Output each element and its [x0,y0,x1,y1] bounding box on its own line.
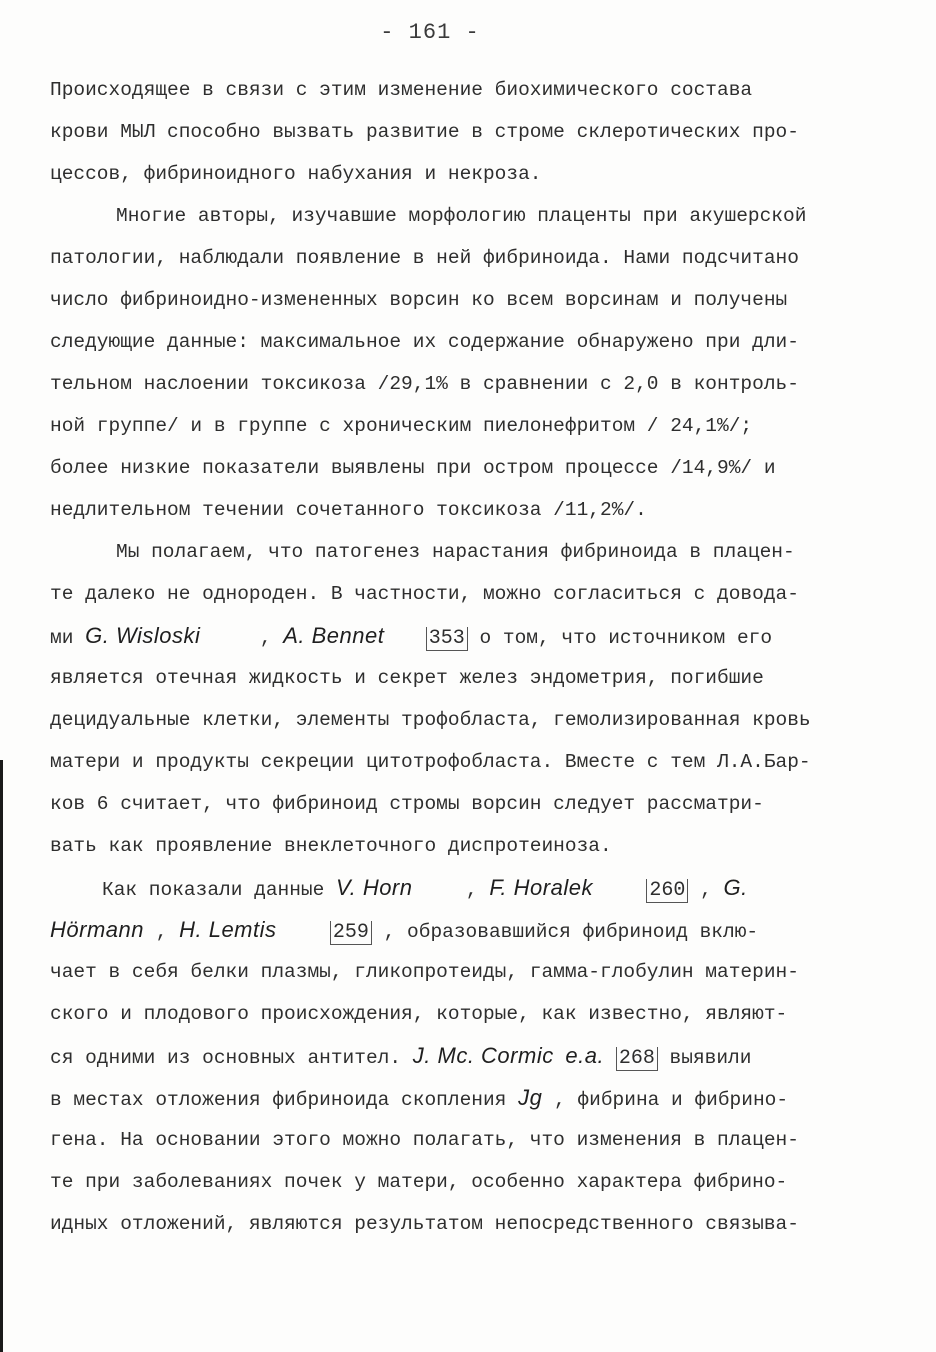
text-line: вать как проявление внеклеточного диспротеиноза. [50,835,612,857]
line-text: , [259,627,272,649]
text-line: является отечная жидкость и секрет желез эндометрия, погибшие [50,667,764,689]
reference-number: 259 [330,921,372,945]
author-citation: H. Lemtis [179,917,277,942]
author-citation: J. Mc. Cormic [412,1043,554,1068]
text-line: гена. На основании этого можно полагать, что изменения в плацен- [50,1129,799,1151]
text-line: более низкие показатели выявлены при остром процессе /14,9%/ и [50,457,776,479]
text-line: ского и плодового происхождения, которые, как известно, являют- [50,1003,788,1025]
reference-number: 353 [426,627,468,651]
text-line: тельном наслоении токсикоза /29,1% в сравнении с 2,0 в контроль- [50,373,799,395]
text-line [102,874,880,904]
text-line: те при заболеваниях почек у матери, особенно характера фибрино- [50,1171,788,1193]
text-line: крови МЫЛ способно вызвать развитие в строме склеротических про- [50,121,799,143]
text-line: недлительном течении сочетанного токсикоза /11,2%/. [50,499,647,521]
text-line: цессов, фибриноидного набухания и некроза. [50,163,542,185]
author-citation: G. Wisloski [85,623,201,648]
text-line: число фибриноидно-измененных ворсин ко всем ворсинам и получены [50,289,788,311]
line-text: , [155,921,168,943]
text-line: Мы полагаем, что патогенез нарастания фибриноида в плацен- [116,541,795,563]
line-text: , фибрина и фибрино- [554,1089,789,1111]
text-line [50,916,880,946]
text-line: идных отложений, являются результатом непосредственного связыва- [50,1213,799,1235]
line-text: Как показали данные [102,879,325,901]
text-line: патологии, наблюдали появление в ней фибриноида. Нами подсчитано [50,247,799,269]
text-line: децидуальные клетки, элементы трофобласта, гемолизированная кровь [50,709,811,731]
text-line: те далеко не однороден. В частности, можно согласиться с довода- [50,583,799,605]
text-line: Происходящее в связи с этим изменение биохимического состава [50,79,753,101]
line-text: ся одними из основных антител. [50,1047,402,1069]
line-text: выявили [669,1047,752,1069]
author-citation: e.a. [565,1043,605,1068]
line-text: , [465,879,478,901]
scan-edge-shadow [0,760,3,1352]
line-text: ми [50,627,74,649]
text-line: Многие авторы, изучавшие морфологию плаценты при акушерской [116,205,807,227]
reference-number: 268 [616,1047,658,1071]
author-citation: Hörmann [50,917,144,942]
author-citation: F. Horalek [489,875,593,900]
author-citation: V. Horn [336,875,413,900]
line-text: о том, что источником его [479,627,773,649]
text-line [50,1042,880,1072]
line-text: в местах отложения фибриноида скопления [50,1089,507,1111]
text-line: ной группе/ и в группе с хроническим пиелонефритом / 24,1%/; [50,415,753,437]
text-line [50,622,880,652]
page-number: - 161 - [380,20,480,45]
author-citation: G. [723,875,748,900]
line-text: , образовавшийся фибриноид вклю- [383,921,759,943]
author-citation: A. Bennet [283,623,385,648]
text-line: ков 6 считает, что фибриноид стромы ворсин следует рассматри- [50,793,764,815]
line-text: , [700,879,712,901]
text-line: следующие данные: максимальное их содержание обнаружено при дли- [50,331,799,353]
immunoglobulin-symbol: Jg [518,1085,543,1110]
text-line [50,1084,880,1114]
reference-number: 260 [646,879,688,903]
text-line: чает в себя белки плазмы, гликопротеиды, гамма-глобулин материн- [50,961,799,983]
text-line: матери и продукты секреции цитотрофобласта. Вместе с тем Л.А.Бар- [50,751,811,773]
